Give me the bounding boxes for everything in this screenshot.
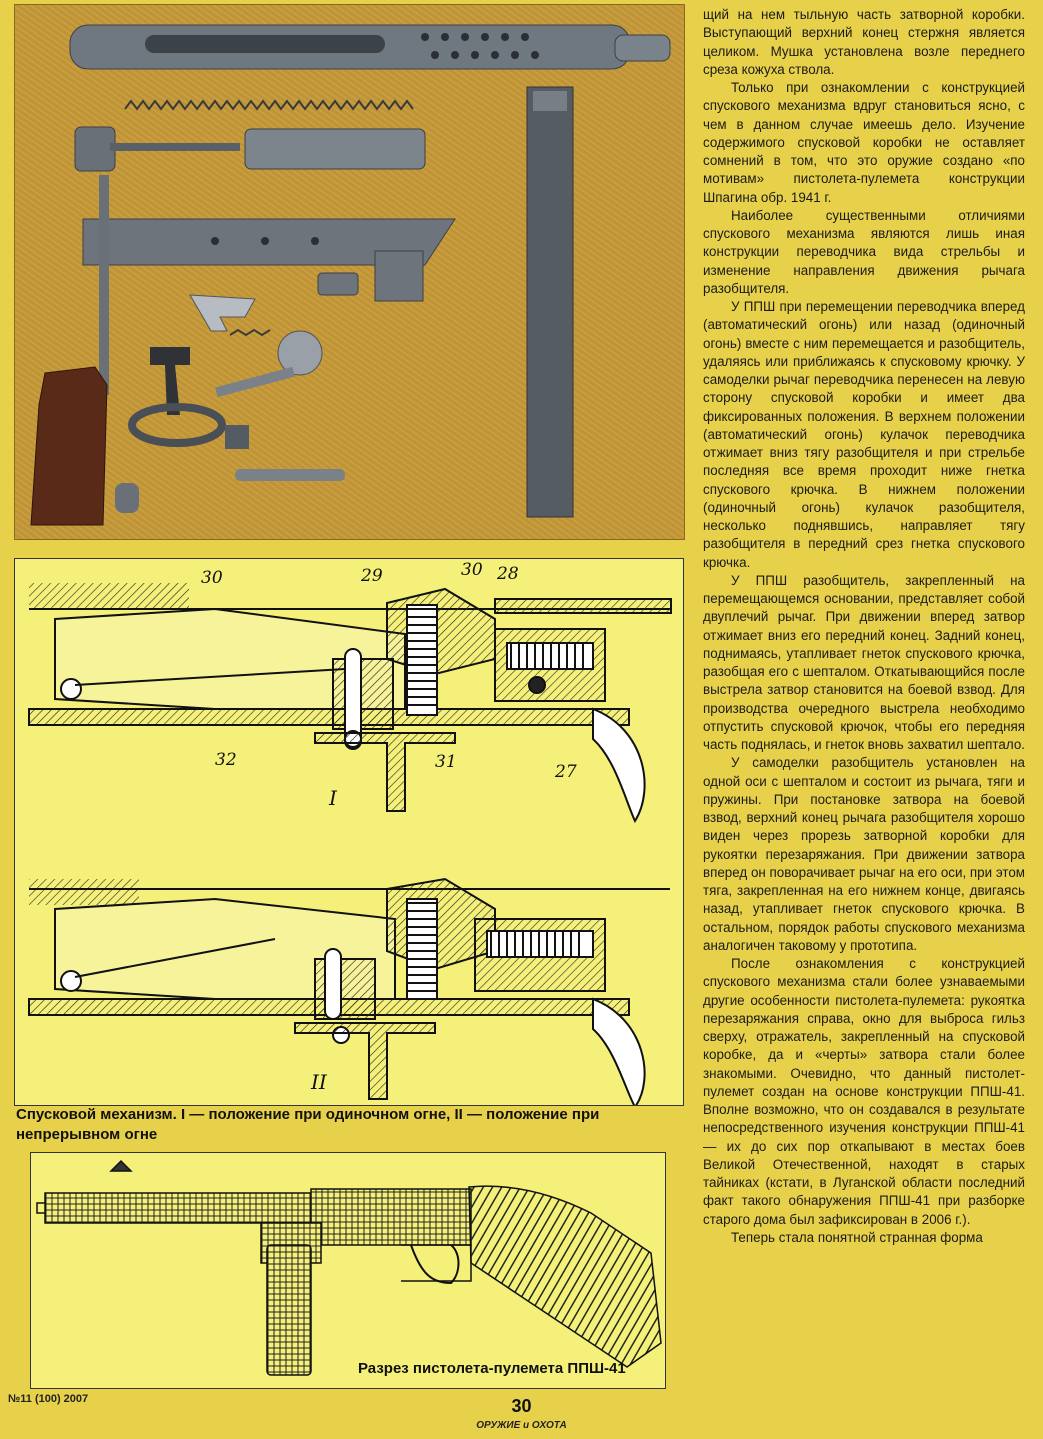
ppsh41-section-drawing	[30, 1152, 666, 1389]
trigger-mechanism-drawing	[15, 559, 683, 1105]
article-paragraph: У ППШ разобщитель, закрепленный на перемещающемся основании, представляет собой двуплечий рычаг. При движении вперед затвор отжимает вниз его передний конец. Задний конец, поднимаясь, утапливает гнеток спускового крючка, разобщая его с шепталом. Откатывающийся после выстрела затвор становится на боевой взвод. Для производства очередного выстрела необходимо отпустить спусковой крючок, чтобы его передняя часть поднялась, и гнеток вновь захватил шептало.	[703, 572, 1025, 752]
article-paragraph: щий на нем тыльную часть затворной коробки. Выступающий верхний конец стержня является целиком. Мушка установлена возле переднего среза кожуха ствола.	[703, 7, 1025, 77]
diagram-label-31: 31	[435, 752, 457, 772]
diagram-position-label-2: II	[311, 1070, 327, 1094]
article-paragraph: После ознакомления с конструкцией спускового механизма стали более узнаваемыми другие особенности пистолета-пулемета: рукоятка перезаряжания справа, окно для выброса гильз сверху, отражатель, закрепленный на спусковой коробке, да и «черты» затвора стали более знакомыми. Очевидно, что данный пистолет-пулемет создан на основе конструкции ППШ-41. Вполне возможно, что он создавался в результате непосредственного изучения конструкции ППШ-41 — их до сих пор откапывают в местах боев Великой Отечественной, находят в старых тайниках (кстати, в Луганской области последний факт такого обнаружения ППШ-41 при разборке старого дома был зафиксирован в 2006 г.).	[703, 956, 1025, 1227]
diagram-label-30b: 30	[461, 560, 483, 580]
section-drawing-label: Разрез пистолета-пулемета ППШ-41	[358, 1360, 626, 1377]
parts-photo	[14, 4, 685, 540]
article-paragraph: Наиболее существенными отличиями спускового механизма являются лишь иная конструкции переводчика вида стрельбы и изменение направления движения рычага разобщителя.	[703, 207, 1025, 296]
magazine-title: ОРУЖИЕ и ОХОТА	[476, 1420, 567, 1431]
diagram-position-1	[29, 583, 671, 821]
ppsh41-section-illustration	[31, 1153, 665, 1388]
diagram-label-32: 32	[215, 750, 237, 770]
diagram-label-28: 28	[497, 564, 519, 584]
trigger-mechanism-diagram	[14, 558, 684, 1106]
parts-photo-illustration	[15, 5, 684, 539]
diagram-label-27: 27	[555, 762, 577, 782]
diagram-label-30a: 30	[201, 568, 223, 588]
article-paragraph: Теперь стала понятной странная форма	[731, 1229, 983, 1245]
issue-number: №11 (100) 2007	[8, 1393, 89, 1405]
figure-caption: Спусковой механизм. I — положение при одиночном огне, II — положение при непрерывном огне	[16, 1106, 600, 1143]
article-paragraph: У самоделки разобщитель установлен на одной оси с шепталом и состоит из рычага, тяги и пружины. При постановке затвора на боевой взвод, верхний конец рычага разобщителя хорошо виден через прорезь затворной коробки для рукоятки перезаряжания. При движении затвора вперед он поворачивает рычаг на его оси, при этом тяга, закрепленная на его нижнем конце, двигаясь назад, утапливает гнеток спускового крючка. В остальном, порядок работы спускового механизма аналогичен таковому у прототипа.	[703, 755, 1025, 953]
article-paragraph: У ППШ при перемещении переводчика вперед (автоматический огонь) или назад (одиночный огонь) вместе с ним перемещается и разобщитель, удаляясь или приближаясь к спусковому крючку. У самоделки рычаг переводчика перенесен на левую сторону спусковой коробки и имеет два фиксированных положения. В верхнем положении (автоматический огонь) кулачок переводчика отжимает вниз тягу разобщителя и при стрельбе последняя все время проходит ниже гнетка спускового крючка. В нижнем положении (одиночный огонь) кулачок разобщителя, несколько поднявшись, направляет тягу разобщителя в передний срез гнетка спускового крючка.	[703, 299, 1025, 570]
diagram-position-2	[29, 879, 670, 1105]
article-paragraph: Только при ознакомлении с конструкцией спускового механизма вдруг становиться ясно, с чем в данном случае имеешь дело. Изучение содержимого спусковой коробки не оставляет сомнений в том, что это оружие создано «по мотивам» пистолета-пулемета конструкции Шпагина обр. 1941 г.	[703, 80, 1025, 205]
page-number: 30	[511, 1396, 532, 1416]
diagram-position-label-1: I	[329, 786, 337, 810]
diagram-label-29: 29	[361, 566, 383, 586]
article-text	[703, 6, 1025, 1247]
